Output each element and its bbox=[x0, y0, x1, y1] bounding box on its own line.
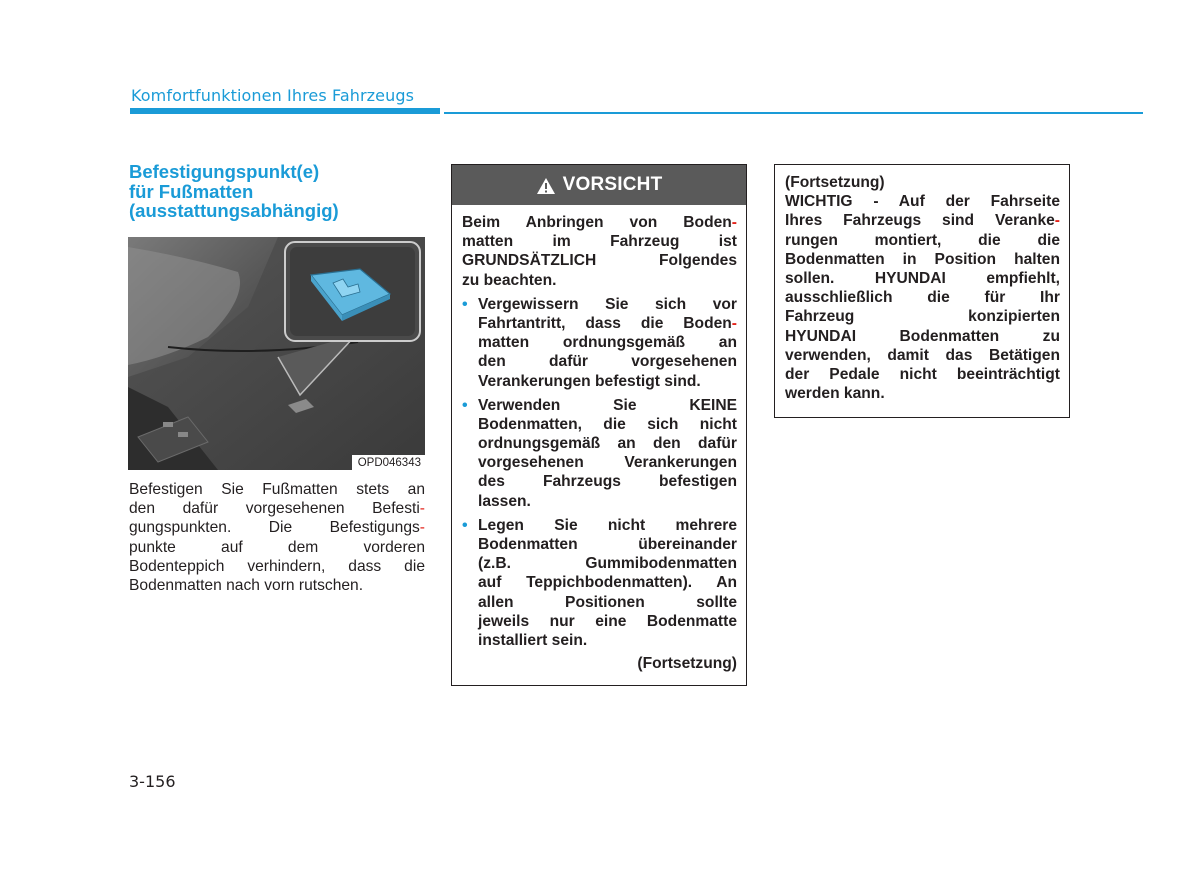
continuation-line: Ihres Fahrzeugs sind Veranke- bbox=[785, 212, 1060, 230]
hyphen-mark: - bbox=[419, 500, 425, 518]
continuation-line: WICHTIG - Auf der Fahrseite bbox=[785, 193, 1060, 211]
caution-bullet bbox=[462, 516, 737, 650]
caution-line: Bodenmatten, die sich nicht bbox=[478, 415, 737, 433]
continuation-line: verwenden, damit das Betätigen bbox=[785, 346, 1060, 364]
hyphen-mark: - bbox=[419, 519, 425, 537]
body-line: den dafür vorgesehenen Befesti- bbox=[129, 500, 425, 518]
body-line: gungspunkten. Die Befestigungs- bbox=[129, 519, 425, 537]
warning-triangle-icon bbox=[536, 177, 556, 195]
continuation-line: Bodenmatten in Position halten bbox=[785, 250, 1060, 268]
continuation-line: werden kann. bbox=[785, 385, 885, 403]
continuation-heading: (Fortsetzung) bbox=[785, 174, 885, 191]
body-paragraph bbox=[129, 480, 425, 595]
body-line: Bodenmatten nach vorn rutschen. bbox=[129, 576, 364, 594]
caution-line: allen Positionen sollte bbox=[478, 593, 737, 611]
caution-line: ordnungsgemäß an den dafür bbox=[478, 435, 737, 453]
floor-mat-anchor-illustration bbox=[128, 237, 425, 470]
caution-bullet bbox=[462, 295, 737, 391]
bullet-dot-icon: • bbox=[462, 396, 468, 414]
continuation-line: sollen. HYUNDAI empfiehlt, bbox=[785, 269, 1060, 287]
header-rule-thick bbox=[130, 108, 440, 114]
caution-line: Fahrtantritt, dass die Boden- bbox=[478, 314, 737, 332]
caution-bullet bbox=[462, 396, 737, 511]
section-heading-line: Befestigungspunkt(e) bbox=[129, 161, 320, 182]
caution-intro bbox=[462, 213, 737, 290]
body-line: Befestigen Sie Fußmatten stets an bbox=[129, 481, 425, 498]
caution-body bbox=[452, 205, 746, 673]
bullet-dot-icon: • bbox=[462, 295, 468, 313]
caution-line: Beim Anbringen von Boden- bbox=[462, 214, 737, 231]
caution-line: zu beachten. bbox=[462, 271, 557, 289]
section-heading-line: für Fußmatten bbox=[129, 180, 254, 202]
caution-line: Legen Sie nicht mehrere bbox=[478, 516, 737, 534]
section-heading bbox=[129, 162, 429, 221]
continuation-line: der Pedale nicht beeinträchtigt bbox=[785, 365, 1060, 383]
continuation-box bbox=[774, 164, 1070, 418]
floor-mat-anchor-figure bbox=[128, 237, 425, 470]
body-line: punkte auf dem vorderen bbox=[129, 538, 425, 556]
caution-line: lassen. bbox=[478, 492, 531, 510]
caution-line: Vergewissern Sie sich vor bbox=[478, 295, 737, 313]
caution-line: GRUNDSÄTZLICH Folgendes bbox=[462, 252, 737, 270]
caution-line: des Fahrzeugs befestigen bbox=[478, 473, 737, 491]
caution-line: Verwenden Sie KEINE bbox=[478, 396, 737, 414]
body-line: Bodenteppich verhindern, dass die bbox=[129, 557, 425, 575]
hyphen-mark: - bbox=[731, 314, 737, 332]
caution-line: den dafür vorgesehenen bbox=[478, 353, 737, 371]
continuation-line: rungen montiert, die die bbox=[785, 231, 1060, 249]
caution-line: vorgesehenen Verankerungen bbox=[478, 454, 737, 472]
caution-line: jeweils nur eine Bodenmatte bbox=[478, 612, 737, 630]
page-number: 3-156 bbox=[129, 772, 176, 791]
caution-line: matten im Fahrzeug ist bbox=[462, 233, 737, 251]
caution-line: installiert sein. bbox=[478, 631, 588, 649]
caution-header bbox=[452, 165, 746, 205]
figure-label: OPD046343 bbox=[352, 455, 425, 470]
continuation-line: ausschließlich die für Ihr bbox=[785, 289, 1060, 307]
caution-line: Verankerungen befestigt sind. bbox=[478, 372, 701, 390]
caution-line: auf Teppichbodenmatten). An bbox=[478, 574, 737, 592]
caution-continued: (Fortsetzung) bbox=[637, 655, 737, 673]
caution-line: (z.B. Gummibodenmatten bbox=[478, 555, 737, 573]
page-header-title: Komfortfunktionen Ihres Fahrzeugs bbox=[131, 86, 415, 105]
caution-line: matten ordnungsgemäß an bbox=[478, 334, 737, 352]
hyphen-mark: - bbox=[1054, 212, 1060, 230]
caution-box bbox=[451, 164, 747, 686]
caution-title: VORSICHT bbox=[562, 174, 663, 195]
continuation-line: HYUNDAI Bodenmatten zu bbox=[785, 327, 1060, 345]
section-heading-line: (ausstattungsabhängig) bbox=[129, 200, 339, 221]
continuation-line: Fahrzeug konzipierten bbox=[785, 308, 1060, 326]
caution-line: Bodenmatten übereinander bbox=[478, 536, 737, 553]
header-rule-thin bbox=[444, 112, 1143, 114]
bullet-dot-icon: • bbox=[462, 516, 468, 534]
hyphen-mark: - bbox=[731, 214, 737, 231]
